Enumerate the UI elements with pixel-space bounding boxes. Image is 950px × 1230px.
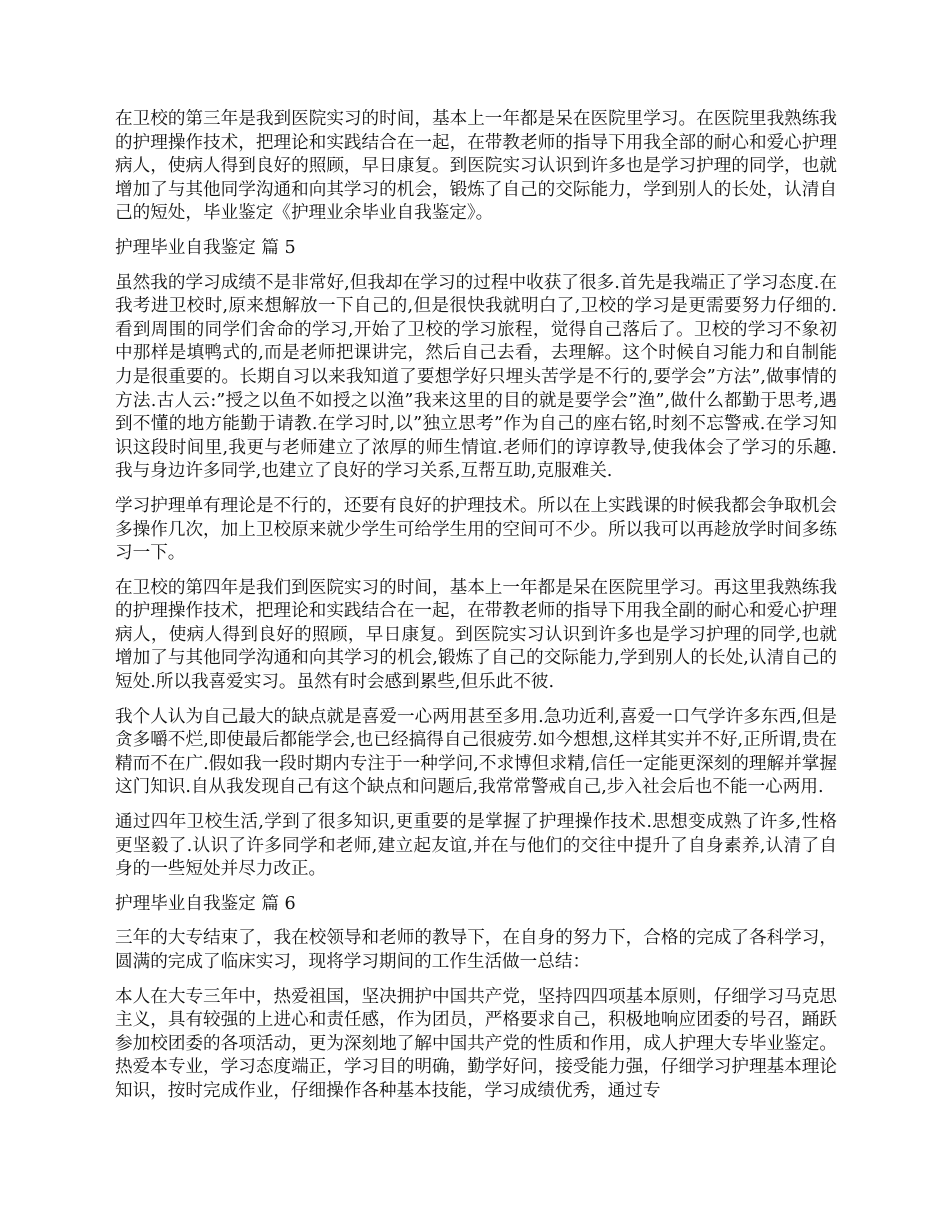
section-heading: 护理毕业自我鉴定 篇 5 bbox=[115, 237, 296, 258]
paragraph: 本人在大专三年中，热爱祖国，坚决拥护中国共产党，坚持四四项基本原则，仔细学习马克思主义，具有较强的上进心和责任感，作为团员，严格要求自己，积极地响应团委的号召，踊跃参加校团委的各项活动，更为深刻地了解中国共产党的性质和作用，成人护理大专毕业鉴定。热爱本专业，学习态度端正，学习目的明确，勤学好问，接受能力强，仔细学习护理基本理论知识，按时完成作业，仔细操作各种基本技能，学习成绩优秀，通过专 bbox=[115, 986, 837, 1101]
paragraph: 通过四年卫校生活,学到了很多知识,更重要的是掌握了护理操作技术.思想变成熟了许多,性格更坚毅了.认识了许多同学和老师,建立起友谊,并在与他们的交往中提升了自身素养,认清了自身的一些短处并尽力改正。 bbox=[115, 812, 837, 880]
paragraph: 学习护理单有理论是不行的，还要有良好的护理技术。所以在上实践课的时候我都会争取机会多操作几次，加上卫校原来就少学生可给学生用的空间可不少。所以我可以再趁放学时间多练习一下。 bbox=[115, 495, 837, 564]
paragraph: 在卫校的第三年是我到医院实习的时间，基本上一年都是呆在医院里学习。在医院里我熟练我的护理操作技术，把理论和实践结合在一起，在带教老师的指导下用我全部的耐心和爱心护理病人，使病人得到良好的照顾，早日康复。到医院实习认识到许多也是学习护理的同学，也就增加了与其他同学沟通和向其学习的机会，锻炼了自己的交际能力，学到别人的长处，认清自己的短处，毕业鉴定《护理业余毕业自我鉴定》。 bbox=[115, 109, 837, 224]
paragraph: 三年的大专结束了，我在校领导和老师的教导下，在自身的努力下，合格的完成了各科学习，圆满的完成了临床实习，现将学习期间的工作生活做一总结： bbox=[115, 928, 837, 972]
section-heading: 护理毕业自我鉴定 篇 6 bbox=[115, 893, 296, 914]
paragraph: 在卫校的第四年是我们到医院实习的时间，基本上一年都是呆在医院里学习。再这里我熟练我的护理操作技术，把理论和实践结合在一起，在带教老师的指导下用我全副的耐心和爱心护理病人，使病人得到良好的照顾，早日康复。到医院实习认识到许多也是学习护理的同学,也就增加了与其他同学沟通和向其学习的机会,锻炼了自己的交际能力,学到别人的长处,认清自己的短处.所以我喜爱实习。虽然有时会感到累些,但乐此不彼. bbox=[115, 577, 837, 693]
paragraph: 我个人认为自己最大的缺点就是喜爱一心两用甚至多用.急功近利,喜爱一口气学许多东西,但是贪多嚼不烂,即使最后都能学会,也已经搞得自己很疲劳.如今想想,这样其实并不好,正所谓,贵在精而不在广.假如我一段时期内专注于一种学问,不求博但求精,信任一定能更深刻的理解并掌握这门知识.自从我发现自己有这个缺点和问题后,我常常警戒自己,步入社会后也不能一心两用. bbox=[115, 706, 837, 798]
paragraph: 虽然我的学习成绩不是非常好,但我却在学习的过程中收获了很多.首先是我端正了学习态度.在我考进卫校时,原来想解放一下自己的,但是很快我就明白了,卫校的学习是更需要努力仔细的.看到周围的同学们舍命的学习,开始了卫校的学习旅程，觉得自己落后了。卫校的学习不象初中那样是填鸭式的,而是老师把课讲完，然后自己去看，去理解。这个时候自习能力和自制能力是很重要的。长期自习以来我知道了要想学好只埋头苦学是不行的,要学会”方法”,做事情的方法.古人云:”授之以鱼不如授之以渔”我来这里的目的就是要学会”渔”,做什么都勤于思考,遇到不懂的地方能勤于请教.在学习时,以”独立思考”作为自己的座右铭,时刻不忘警戒.在学习知识这段时间里,我更与老师建立了浓厚的师生情谊.老师们的谆谆教导,使我体会了学习的乐趣.我与身边许多同学,也建立了良好的学习关系,互帮互助,克服难关. bbox=[115, 272, 837, 482]
document-page bbox=[115, 108, 837, 1115]
